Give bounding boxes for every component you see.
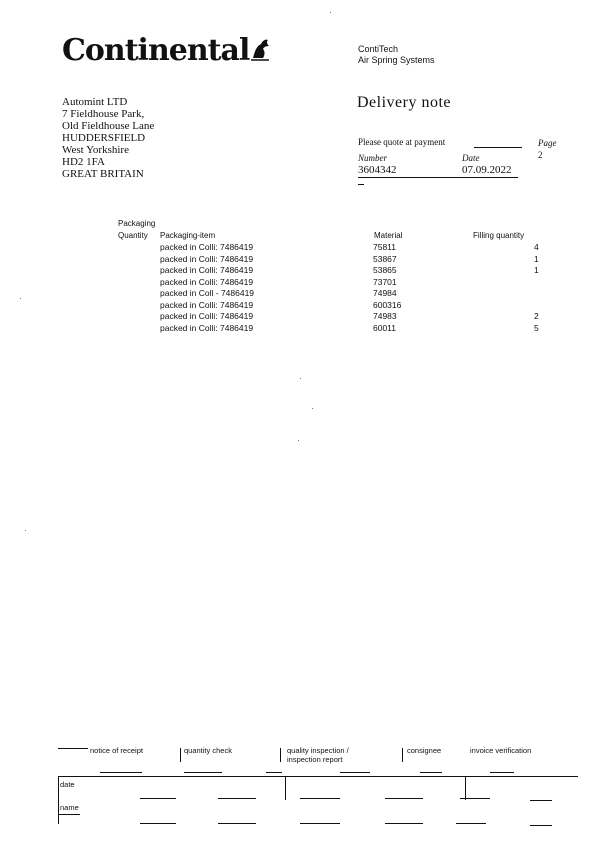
signature-line	[218, 823, 256, 824]
signature-line	[420, 772, 442, 773]
material-number: 74983	[373, 311, 397, 321]
footer-divider	[285, 776, 286, 800]
date-label: Date	[462, 153, 480, 163]
packaging-item: packed in Coll - 7486419	[160, 288, 255, 298]
quality-inspection-label: quality inspection /	[287, 746, 349, 755]
address-line: HD2 1FA	[62, 156, 105, 168]
signature-line	[530, 800, 552, 801]
packaging-item: packed in Colli: 7486419	[160, 322, 254, 333]
column-header-filling: Filling quantity	[473, 231, 525, 240]
invoice-verification-label: invoice verification	[470, 746, 532, 755]
quantity-check-label: quantity check	[184, 746, 232, 755]
material-number: 75811	[373, 242, 397, 252]
notice-receipt-label: notice of receipt	[90, 746, 143, 755]
signature-line	[340, 772, 370, 773]
footer-divider	[280, 748, 281, 762]
unit-name: Air Spring Systems	[358, 55, 435, 65]
inspection-report-label: inspection report	[287, 755, 343, 764]
date-row-label: date	[60, 780, 75, 789]
signature-line	[100, 772, 142, 773]
packaging-item: packed in Colli: 7486419	[160, 276, 254, 287]
packaging-item: packed in Colli: 7486419	[160, 311, 254, 321]
material-number: 74984	[373, 288, 397, 298]
division-name: ContiTech	[358, 44, 399, 54]
signature-line	[218, 798, 256, 799]
footer-rule	[58, 776, 578, 777]
filling-quantity: 5	[534, 322, 539, 333]
signature-line	[385, 823, 423, 824]
packaging-item: packed in Colli: 7486419	[160, 299, 254, 310]
filling-quantity: 1	[534, 265, 539, 275]
footer-divider	[402, 748, 403, 762]
footer-divider	[58, 776, 59, 824]
filling-quantity: 2	[534, 311, 539, 321]
material-number: 60011	[373, 322, 397, 333]
signature-line	[456, 823, 486, 824]
column-header-quantity: Quantity	[118, 231, 148, 240]
column-header-item: Packaging-item	[160, 231, 216, 240]
packaging-item: packed in Colli: 7486419	[160, 265, 254, 275]
page-label: Page	[538, 138, 557, 148]
signature-line	[385, 798, 423, 799]
packaging-item: packed in Colli: 7486419	[160, 242, 254, 252]
name-row-label: name	[60, 803, 79, 812]
signature-line	[184, 772, 222, 773]
number-value: 3604342	[358, 164, 397, 176]
consignee-label: consignee	[407, 746, 442, 755]
signature-line	[530, 825, 552, 826]
address-line: GREAT BRITAIN	[62, 168, 144, 180]
address-line: West Yorkshire	[62, 144, 129, 156]
material-number: 53865	[373, 265, 397, 275]
address-line: Old Fieldhouse Lane	[62, 120, 155, 132]
address-line: 7 Fieldhouse Park,	[62, 108, 145, 120]
page-value: 2	[538, 150, 543, 160]
date-value: 07.09.2022	[462, 164, 512, 176]
packaging-item: packed in Colli: 7486419	[160, 253, 254, 264]
signature-line	[140, 798, 176, 799]
signature-line	[140, 823, 176, 824]
signature-line	[300, 823, 340, 824]
packaging-label: Packaging	[118, 219, 156, 228]
signature-line	[460, 798, 490, 799]
signature-line	[266, 772, 282, 773]
signature-line	[300, 798, 340, 799]
material-number: 600316	[373, 299, 402, 310]
signature-line	[490, 772, 514, 773]
filling-quantity: 4	[534, 242, 539, 252]
footer-divider	[180, 748, 181, 762]
address-line: HUDDERSFIELD	[62, 132, 146, 144]
logo-text: Continental	[62, 33, 250, 68]
footer-divider	[465, 776, 466, 800]
quote-label: Please quote at payment	[358, 137, 446, 147]
address-line: Automint LTD	[62, 96, 128, 108]
footer-rule	[58, 748, 88, 749]
number-label: Number	[358, 153, 387, 163]
material-number: 53867	[373, 253, 397, 264]
column-header-material: Material	[374, 231, 403, 240]
filling-quantity: 1	[534, 253, 539, 264]
material-number: 73701	[373, 276, 397, 287]
footer-rule	[58, 814, 80, 815]
document-title: Delivery note	[357, 94, 452, 111]
